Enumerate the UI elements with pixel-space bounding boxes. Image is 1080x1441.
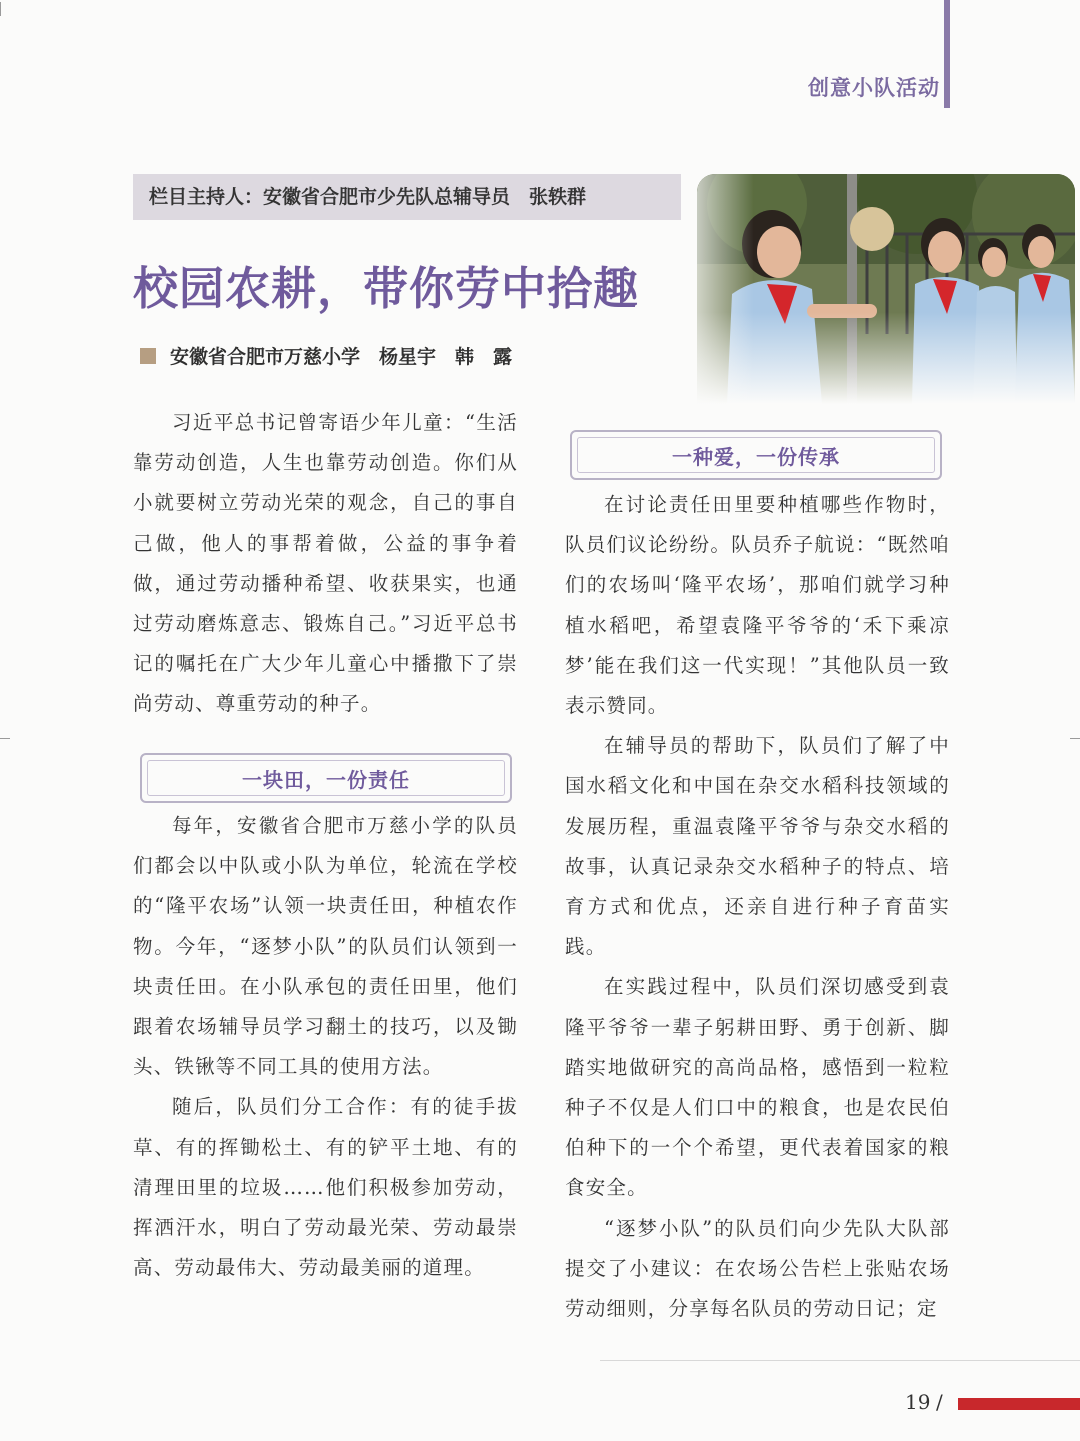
paragraph: 随后，队员们分工合作：有的徒手拔草、有的挥锄松土、有的铲平土地、有的清理田里的垃圾……他们积极参加劳动，挥洒汗水，明白了劳动最光荣、劳动最崇高、劳动最伟大、劳动最美丽的道理。 [133,1095,518,1280]
right-column [565,485,950,1329]
section-tag: 创意小队活动 [808,76,940,100]
page-slash: / [936,1390,943,1414]
byline-text: 安徽省合肥市万慈小学 杨星宇 韩 露 [170,346,513,368]
byline-marker [140,348,156,364]
footer-divider [600,1360,1080,1361]
subheading-box [140,753,512,803]
photo-students-gardening [697,174,1075,404]
paragraph: 在讨论责任田里要种植哪些作物时，队员们议论纷纷。队员乔子航说：“既然咱们的农场叫‘隆平农场’，那咱们就学习种植水稻吧，希望袁隆平爷爷的‘禾下乘凉梦’能在我们这一代实现！”其他队员一致表示赞同。 [565,493,950,718]
left-column-block-1 [133,403,518,725]
article-title: 校园农耕，带你劳中拾趣 [133,262,640,315]
byline [140,342,512,369]
section-bar [944,0,950,108]
page-accent-bar [958,1398,1080,1410]
left-column-block-2 [133,806,518,1288]
crop-mark [1070,738,1080,739]
paragraph: 每年，安徽省合肥市万慈小学的队员们都会以中队或小队为单位，轮流在学校的“隆平农场”认领一块责任田，种植农作物。今年，“逐梦小队”的队员们认领到一块责任田。在小队承包的责任田里，他们跟着农场辅导员学习翻土的技巧，以及锄头、铁锹等不同工具的使用方法。 [133,814,518,1079]
paragraph: “逐梦小队”的队员们向少先队大队部提交了小建议：在农场公告栏上张贴农场劳动细则，分享每名队员的劳动日记；定 [565,1216,950,1321]
subheading-box [570,430,942,480]
paragraph: 习近平总书记曾寄语少年儿童：“生活靠劳动创造，人生也靠劳动创造。你们从小就要树立劳动光荣的观念，自己的事自己做，他人的事帮着做，公益的事争着做，通过劳动播种希望、收获果实，也通过劳动磨炼意志、锻炼自己。”习近平总书记的嘱托在广大少年儿童心中播撒下了崇尚劳动、尊重劳动的种子。 [133,411,518,716]
subheading: 一块田，一份责任 [242,767,410,792]
crop-mark [0,2,1,16]
subheading: 一种爱，一份传承 [672,444,840,469]
column-host-line: 栏目主持人：安徽省合肥市少先队总辅导员 张轶群 [133,174,681,220]
paragraph: 在辅导员的帮助下，队员们了解了中国水稻文化和中国在杂交水稻科技领域的发展历程，重温袁隆平爷爷与杂交水稻的故事，认真记录杂交水稻种子的特点、培育方式和优点，还亲自进行种子育苗实践。 [565,734,950,959]
paragraph: 在实践过程中，队员们深切感受到袁隆平爷爷一辈子躬耕田野、勇于创新、脚踏实地做研究的高尚品格，感悟到一粒粒种子不仅是人们口中的粮食，也是农民伯伯种下的一个个希望，更代表着国家的粮食安全。 [565,975,950,1200]
page-number: 19 [905,1390,931,1414]
crop-mark [0,738,10,739]
article-photo [697,174,1075,404]
